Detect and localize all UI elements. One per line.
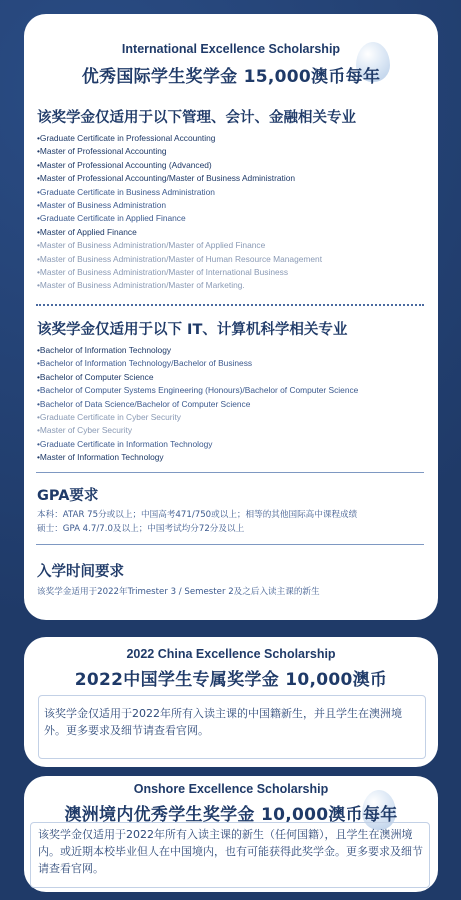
list-item: •Bachelor of Information Technology (37, 345, 172, 355)
list-item: •Graduate Certificate in Applied Finance (37, 213, 186, 224)
it-section-heading: 该奖学金仅适用于以下 IT、计算机科学相关专业 (37, 322, 348, 338)
list-item: •Master of Cyber Security (37, 425, 133, 436)
list-item: •Master of Professional Accounting/Master of Business Administration (37, 173, 296, 184)
gpa-postgrad-text: 硕士：GPA 4.7/7.0及以上；中国考试均分72分及以上 (37, 524, 245, 534)
list-item: •Graduate Certificate in Professional Accounting (37, 133, 216, 143)
section-divider (36, 472, 424, 473)
scholarship-cn-title: 优秀国际学生奖学金 15,000澳币每年 (81, 67, 381, 87)
list-item: •Master of Business Administration/Master of International Business (37, 267, 289, 278)
intake-heading: 入学时间要求 (37, 564, 124, 580)
list-item: •Bachelor of Computer Science (37, 371, 154, 382)
china-scholarship-card (24, 637, 438, 767)
scholarship-en-title: International Excellence Scholarship (121, 42, 341, 56)
gpa-undergrad-text: 本科：ATAR 75分或以上；中国高考471/750或以上；相等的其他国际高中课程成绩 (37, 510, 358, 520)
list-item: •Graduate Certificate in Information Technology (37, 438, 213, 449)
gpa-heading: GPA要求 (37, 488, 99, 504)
list-item: •Bachelor of Data Science/Bachelor of Computer Science (37, 398, 251, 409)
section-divider (36, 304, 424, 306)
intake-text: 该奖学金适用于2022年Trimester 3 / Semester 2及之后入读主课的新生 (37, 587, 320, 597)
list-item: •Master of Professional Accounting (Advanced) (37, 159, 212, 170)
list-item: •Master of Applied Finance (37, 226, 137, 237)
scholarship-description: 该奖学金仅适用于2022年所有入读主课的新生（任何国籍），且学生在澳洲境内。或近期本校毕业但人在中国境内，也有可能获得此奖学金。更多要求及细节请查看官网。 (38, 828, 423, 875)
list-item: •Master of Business Administration/Master of Marketing. (37, 280, 245, 291)
list-item: •Master of Professional Accounting (37, 146, 167, 157)
business-program-list (37, 132, 417, 293)
scholarship-en-title: Onshore Excellence Scholarship (133, 782, 329, 796)
list-item: •Bachelor of Information Technology/Bachelor of Business (37, 358, 253, 369)
list-item: •Bachelor of Computer Systems Engineering (Honours)/Bachelor of Computer Science (37, 385, 359, 396)
scholarship-en-title: 2022 China Excellence Scholarship (126, 647, 336, 661)
scholarship-cn-title: 2022中国学生专属奖学金 10,000澳币 (74, 670, 388, 690)
international-scholarship-card (24, 14, 438, 620)
list-item: •Master of Business Administration/Master of Applied Finance (37, 240, 266, 251)
scholarship-cn-title: 澳洲境内优秀学生奖学金 10,000澳币每年 (64, 805, 398, 825)
scholarship-description: 该奖学金仅适用于2022年所有入读主课的中国籍新生，并且学生在澳洲境外。更多要求及细节请查看官网。 (44, 707, 402, 737)
list-item: •Graduate Certificate in Cyber Security (37, 412, 181, 423)
list-item: •Master of Business Administration (37, 200, 167, 211)
it-program-list (37, 344, 417, 465)
business-section-heading: 该奖学金仅适用于以下管理、会计、金融相关专业 (37, 110, 356, 126)
list-item: •Master of Business Administration/Master of Human Resource Management (37, 253, 323, 264)
section-divider (36, 544, 424, 545)
list-item: •Master of Information Technology (37, 452, 164, 463)
onshore-scholarship-card (24, 776, 438, 892)
list-item: •Graduate Certificate in Business Administration (37, 186, 215, 197)
